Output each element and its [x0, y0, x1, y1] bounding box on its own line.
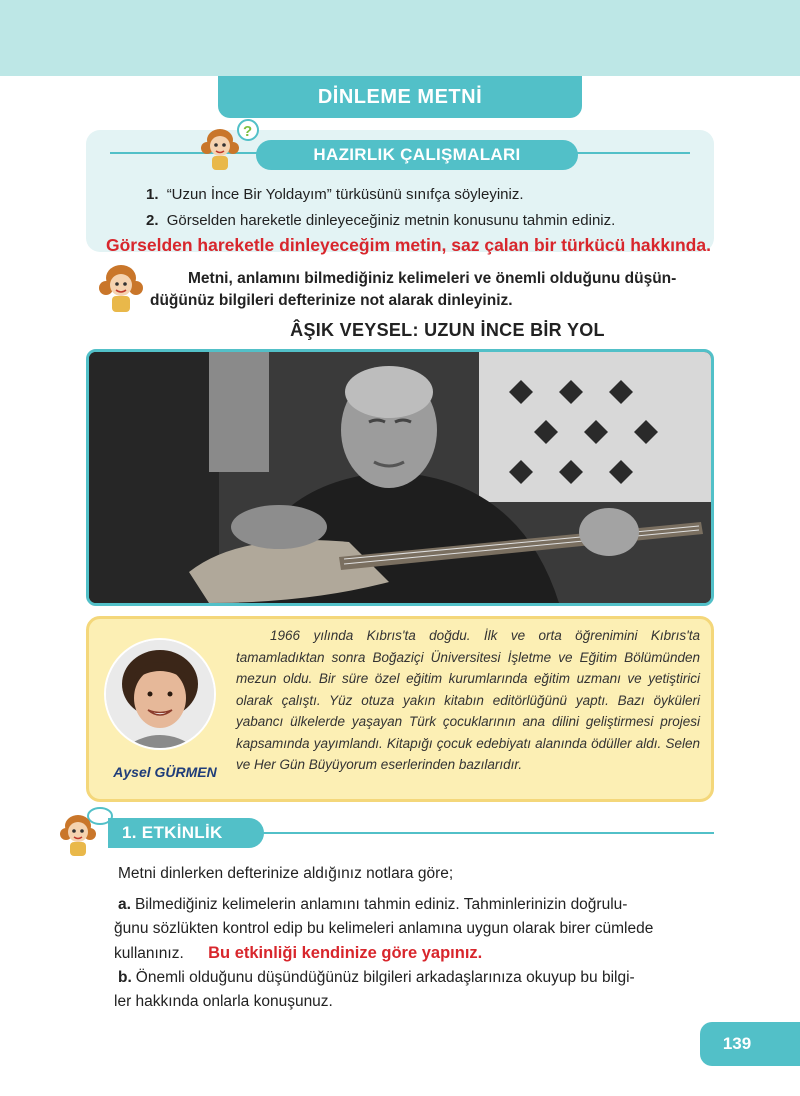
activity-item-b-line-2: ler hakkında onlarla konuşunuz.	[114, 993, 333, 1010]
instruction-line-1: Metni, anlamını bilmediğiniz kelimeleri ve önemli olduğunu düşün-	[188, 270, 677, 287]
preparation-item-2-text: Görselden hareketle dinleyeceğiniz metnin konusunu tahmin ediniz.	[166, 212, 616, 229]
activity-intro: Metni dinlerken defterinize aldığınız notlara göre;	[118, 865, 454, 882]
reading-girl-mascot-icon	[56, 806, 116, 860]
thinking-girl-mascot-icon	[196, 118, 262, 174]
page-number: 139	[712, 1026, 762, 1062]
activity-item-a	[114, 893, 718, 966]
activity-item-a-line-1: Bilmediğiniz kelimelerin anlamını tahmin ediniz. Tahminlerinizin doğrulu-	[134, 896, 628, 913]
svg-text:?: ?	[243, 123, 253, 140]
preparation-item-2	[146, 212, 615, 229]
listening-girl-mascot-icon	[92, 258, 150, 316]
activity-item-a-label: a.	[118, 896, 131, 913]
activity-item-a-line-2: ğunu sözlükten kontrol edip bu kelimeleri anlamına uygun olarak birer cümlede	[114, 920, 654, 937]
text-title: ÂŞIK VEYSEL: UZUN İNCE BİR YOL	[290, 320, 605, 340]
preparation-item-1-text: “Uzun İnce Bir Yoldayım” türküsünü sınıfça söyleyiniz.	[166, 186, 524, 203]
author-name: Aysel GÜRMEN	[113, 764, 217, 780]
activity-title: 1. ETKİNLİK	[108, 818, 264, 848]
author-biography-text: 1966 yılında Kıbrıs'ta doğdu. İlk ve orta öğrenimini Kıbrıs'ta tamamladıktan sonra Boğaziçi Üniversitesi İşletme ve Eğitim Bölümünden mezun oldu. Bir süre özel eğitim kurumlarında eğitim uzmanı ve yetiştirici olarak çalıştı. Yüz otuza yakın kitabın editörlüğünü yaptı. Bazı öyküleri yabancı ülkelerde yaşayan Türk çocuklarının ana dilini geliştirmesi projesi kapsamında yayımlandı. Kitapığı çocuk edebiyatı alanında ödüller aldı. Selen ve Her Gün Büyüyorum eserlerinden bazılarıdır.	[236, 628, 700, 772]
activity-item-b	[114, 966, 718, 1014]
author-portrait	[104, 638, 216, 750]
handwritten-answer-preparation: Görselden hareketle dinleyeceğim metin, saz çalan bir türkücü hakkında.	[106, 235, 711, 255]
preparation-item-2-number: 2.	[146, 212, 159, 229]
author-biography	[236, 625, 700, 776]
activity-item-b-label: b.	[118, 969, 132, 986]
preparation-item-1	[146, 186, 524, 203]
preparation-item-1-number: 1.	[146, 186, 159, 203]
top-band	[0, 0, 800, 76]
instruction-line-2: düğünüz bilgileri defterinize not alarak dinleyiniz.	[150, 292, 513, 309]
listening-instruction	[150, 268, 710, 312]
activity-item-b-line-1: Önemli olduğunu düşündüğünüz bilgileri arkadaşlarınıza okuyup bu bilgi-	[135, 969, 635, 986]
activity-item-a-line-3: kullanınız.	[114, 945, 184, 962]
photo-asik-veysel-playing-saz	[86, 349, 714, 606]
section-title: DİNLEME METNİ	[218, 76, 582, 118]
handwritten-answer-activity: Bu etkinliği kendinize göre yapınız.	[208, 944, 483, 962]
preparation-title: HAZIRLIK ÇALIŞMALARI	[256, 140, 578, 170]
